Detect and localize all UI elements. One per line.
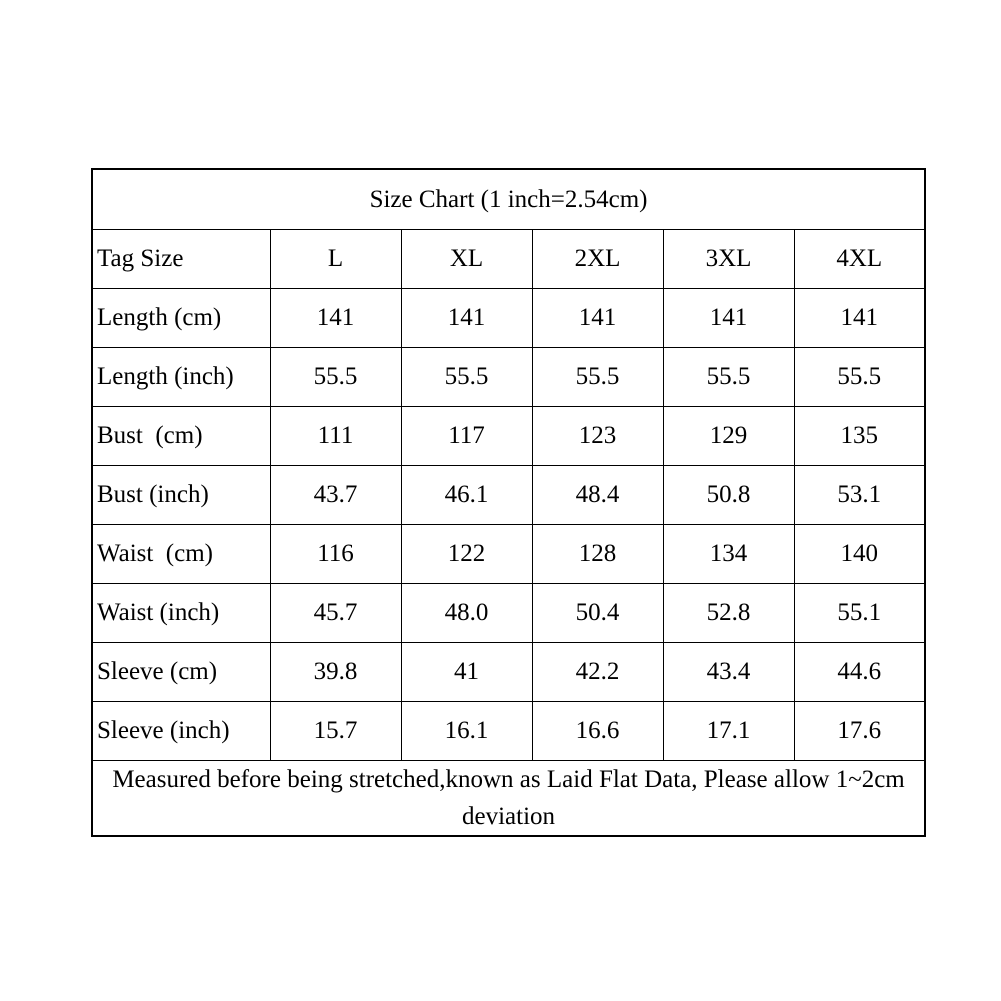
table-cell: 140 <box>794 525 925 584</box>
table-row <box>92 584 925 643</box>
table-cell: 129 <box>663 407 794 466</box>
table-cell: 128 <box>532 525 663 584</box>
row-label: Waist (inch) <box>92 584 270 643</box>
table-cell: 117 <box>401 407 532 466</box>
table-cell: 53.1 <box>794 466 925 525</box>
table-row <box>92 525 925 584</box>
table-cell: 17.6 <box>794 702 925 761</box>
row-label: Length (cm) <box>92 289 270 348</box>
table-cell: 55.5 <box>532 348 663 407</box>
table-cell: 43.7 <box>270 466 401 525</box>
header-label: Tag Size <box>92 230 270 289</box>
row-label: Sleeve (inch) <box>92 702 270 761</box>
size-header-2xl: 2XL <box>532 230 663 289</box>
table-cell: 17.1 <box>663 702 794 761</box>
table-cell: 141 <box>794 289 925 348</box>
row-label: Bust (cm) <box>92 407 270 466</box>
table-cell: 39.8 <box>270 643 401 702</box>
table-cell: 55.5 <box>663 348 794 407</box>
table-cell: 16.1 <box>401 702 532 761</box>
size-header-l: L <box>270 230 401 289</box>
table-row <box>92 702 925 761</box>
table-cell: 45.7 <box>270 584 401 643</box>
size-header-xl: XL <box>401 230 532 289</box>
measurement-note: Measured before being stretched,known as Laid Flat Data, Please allow 1~2cm deviation <box>92 761 925 837</box>
table-cell: 111 <box>270 407 401 466</box>
table-cell: 41 <box>401 643 532 702</box>
table-cell: 141 <box>663 289 794 348</box>
table-cell: 141 <box>270 289 401 348</box>
table-cell: 55.1 <box>794 584 925 643</box>
table-row <box>92 407 925 466</box>
size-header-3xl: 3XL <box>663 230 794 289</box>
table-cell: 116 <box>270 525 401 584</box>
row-label: Sleeve (cm) <box>92 643 270 702</box>
size-chart-table <box>91 168 926 837</box>
row-label: Length (inch) <box>92 348 270 407</box>
table-cell: 50.8 <box>663 466 794 525</box>
table-cell: 42.2 <box>532 643 663 702</box>
table-cell: 48.0 <box>401 584 532 643</box>
table-cell: 123 <box>532 407 663 466</box>
header-row <box>92 230 925 289</box>
table-cell: 55.5 <box>401 348 532 407</box>
table-cell: 50.4 <box>532 584 663 643</box>
row-label: Waist (cm) <box>92 525 270 584</box>
table-cell: 141 <box>401 289 532 348</box>
table-cell: 16.6 <box>532 702 663 761</box>
chart-title: Size Chart (1 inch=2.54cm) <box>92 169 925 230</box>
table-cell: 135 <box>794 407 925 466</box>
row-label: Bust (inch) <box>92 466 270 525</box>
table-cell: 134 <box>663 525 794 584</box>
table-row <box>92 348 925 407</box>
table-row <box>92 289 925 348</box>
table-cell: 48.4 <box>532 466 663 525</box>
table-cell: 44.6 <box>794 643 925 702</box>
table-cell: 46.1 <box>401 466 532 525</box>
table-cell: 52.8 <box>663 584 794 643</box>
table-cell: 55.5 <box>270 348 401 407</box>
table-cell: 55.5 <box>794 348 925 407</box>
title-row <box>92 169 925 230</box>
table-cell: 43.4 <box>663 643 794 702</box>
table-cell: 122 <box>401 525 532 584</box>
table-row <box>92 466 925 525</box>
size-header-4xl: 4XL <box>794 230 925 289</box>
table-row <box>92 643 925 702</box>
table-cell: 141 <box>532 289 663 348</box>
table-cell: 15.7 <box>270 702 401 761</box>
note-row <box>92 761 925 837</box>
